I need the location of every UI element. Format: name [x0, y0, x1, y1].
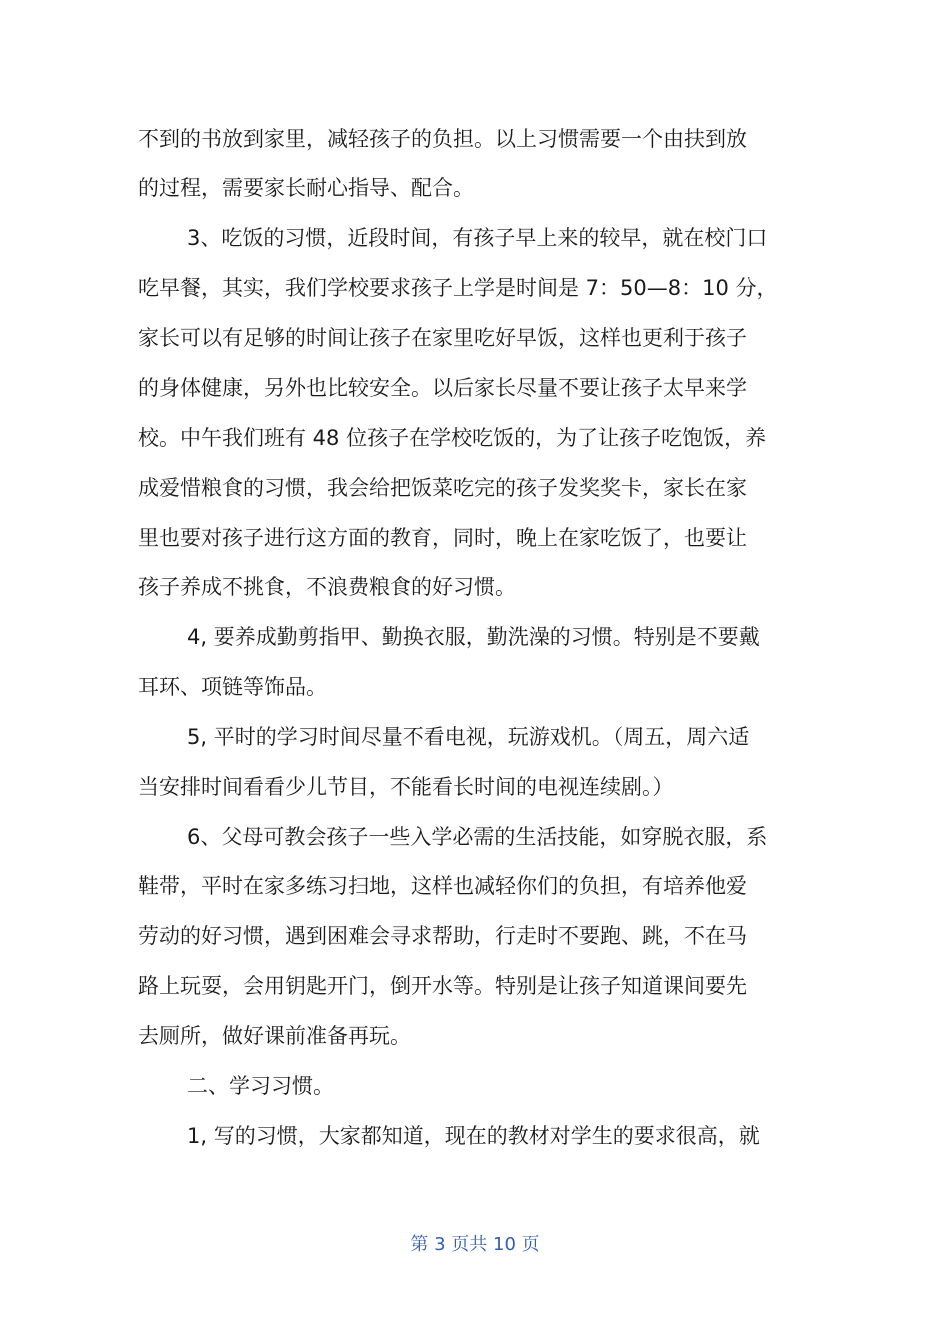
- text-line: 不到的书放到家里，减轻孩子的负担。以上习惯需要一个由扶到放: [138, 127, 747, 151]
- text-line: 劳动的好习惯，遇到困难会寻求帮助，行走时不要跑、跳，不在马: [138, 924, 747, 948]
- text-line: 家长可以有足够的时间让孩子在家里吃好早饭，这样也更利于孩子: [138, 326, 747, 350]
- section-heading: 二、学习习惯。: [187, 1074, 334, 1098]
- page-number-footer: 第 3 页共 10 页: [410, 1234, 540, 1255]
- text-line: 3、吃饭的习惯，近段时间，有孩子早上来的较早，就在校门口: [187, 226, 768, 250]
- text-line: 的过程，需要家长耐心指导、配合。: [138, 176, 474, 200]
- text-line: 鞋带，平时在家多练习扫地，这样也减轻你们的负担，有培养他爱: [138, 874, 747, 898]
- text-line: 吃早餐，其实，我们学校要求孩子上学是时间是 7：50—8：10 分，: [138, 276, 778, 300]
- text-line: 当安排时间看看少儿节目，不能看长时间的电视连续剧。）: [138, 775, 674, 799]
- text-line: 5, 平时的学习时间尽量不看电视，玩游戏机。（周五，周六适: [187, 725, 750, 749]
- text-line: 校。中午我们班有 48 位孩子在学校吃饭的，为了让孩子吃饱饭，养: [138, 426, 767, 450]
- text-line: 4, 要养成勤剪指甲、勤换衣服，勤洗澡的习惯。特别是不要戴: [187, 625, 760, 649]
- text-line: 的身体健康，另外也比较安全。以后家长尽量不要让孩子太早来学: [138, 376, 747, 400]
- text-line: 6、父母可教会孩子一些入学必需的生活技能，如穿脱衣服，系: [187, 825, 768, 849]
- text-line: 路上玩耍，会用钥匙开门，倒开水等。特别是让孩子知道课间要先: [138, 974, 747, 998]
- text-line: 去厕所，做好课前准备再玩。: [138, 1024, 411, 1048]
- text-line: 里也要对孩子进行这方面的教育，同时，晚上在家吃饭了，也要让: [138, 526, 747, 550]
- text-line: 1, 写的习惯，大家都知道，现在的教材对学生的要求很高，就: [187, 1124, 760, 1148]
- text-line: 孩子养成不挑食，不浪费粮食的好习惯。: [138, 575, 516, 599]
- text-line: 耳环、项链等饰品。: [138, 675, 327, 699]
- text-line: 成爱惜粮食的习惯，我会给把饭菜吃完的孩子发奖奖卡，家长在家: [138, 476, 747, 500]
